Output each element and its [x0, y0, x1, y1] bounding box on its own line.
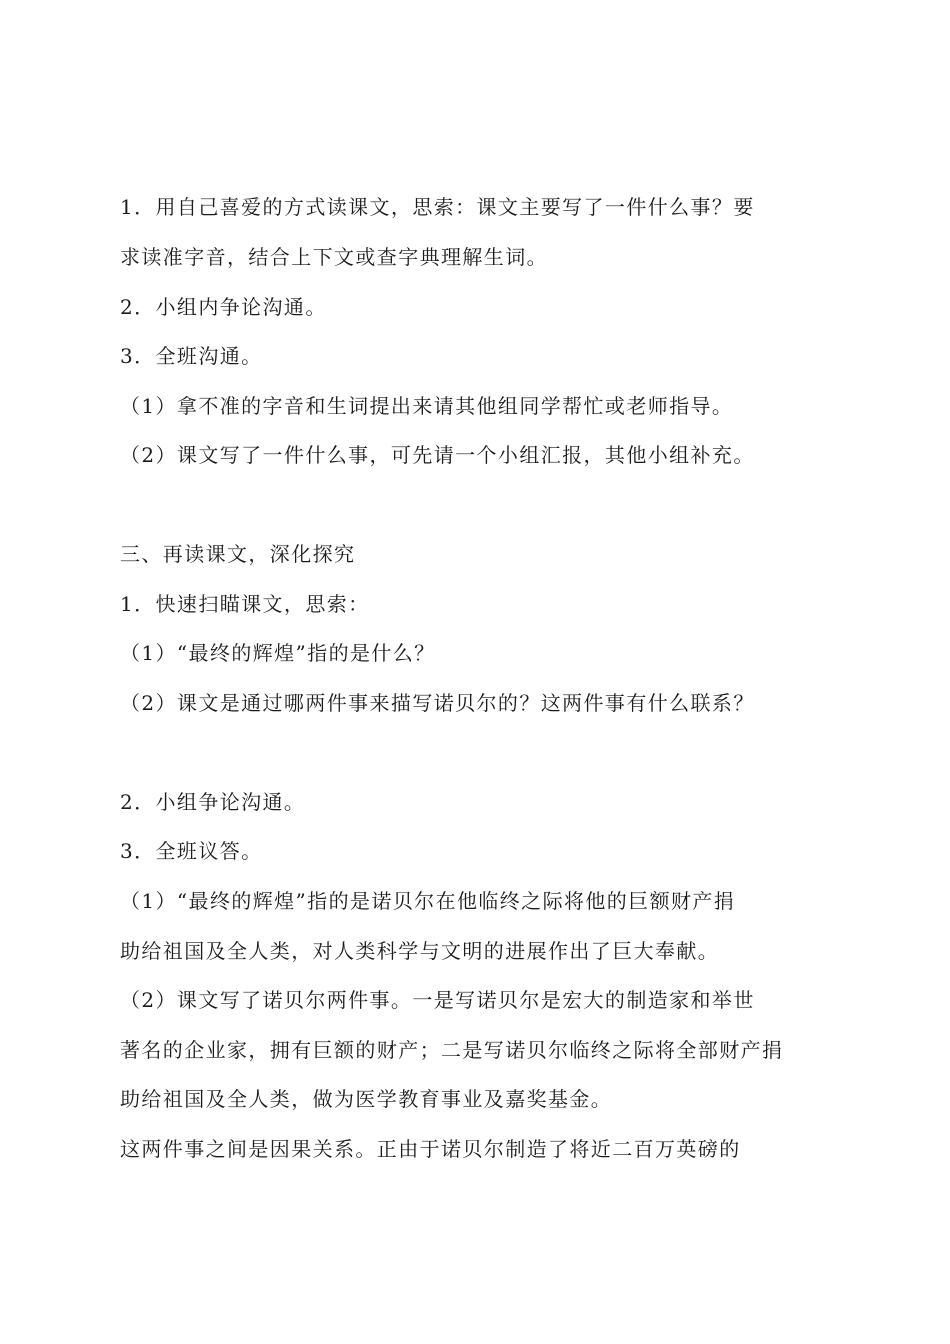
text-line: 3．全班沟通。: [120, 344, 263, 368]
text-line: （2）课文写了一件什么事，可先请一个小组汇报，其他小组补充。: [120, 443, 755, 467]
text-line: （1）“最终的辉煌”指的是什么？: [120, 641, 436, 665]
section-heading: 三、再读课文，深化探究: [120, 542, 356, 566]
text-line: 这两件事之间是因果关系。正由于诺贝尔制造了将近二百万英磅的: [120, 1137, 741, 1161]
text-line: （2）课文写了诺贝尔两件事。一是写诺贝尔是宏大的制造家和举世: [120, 988, 755, 1012]
text-line: 助给祖国及全人类，做为医学教育事业及嘉奖基金。: [120, 1087, 613, 1111]
text-line: 3．全班议答。: [120, 839, 263, 863]
text-line: 1．快速扫瞄课文，思索：: [120, 592, 370, 616]
text-line: 著名的企业家，拥有巨额的财产；二是写诺贝尔临终之际将全部财产捐: [120, 1038, 784, 1062]
text-line: 1．用自己喜爱的方式读课文，思索：课文主要写了一件什么事？要: [120, 195, 755, 219]
text-line: 求读准字音，结合上下文或查字典理解生词。: [120, 245, 548, 269]
text-line: 助给祖国及全人类，对人类科学与文明的进展作出了巨大奉献。: [120, 939, 720, 963]
text-line: 2．小组争论沟通。: [120, 790, 306, 814]
text-line: （1）拿不准的字音和生词提出来请其他组同学帮忙或老师指导。: [120, 394, 734, 418]
text-line: （1）“最终的辉煌”指的是诺贝尔在他临终之际将他的巨额财产捐: [120, 889, 736, 913]
text-line: （2）课文是通过哪两件事来描写诺贝尔的？这两件事有什么联系？: [120, 691, 755, 715]
text-line: 2．小组内争论沟通。: [120, 295, 327, 319]
